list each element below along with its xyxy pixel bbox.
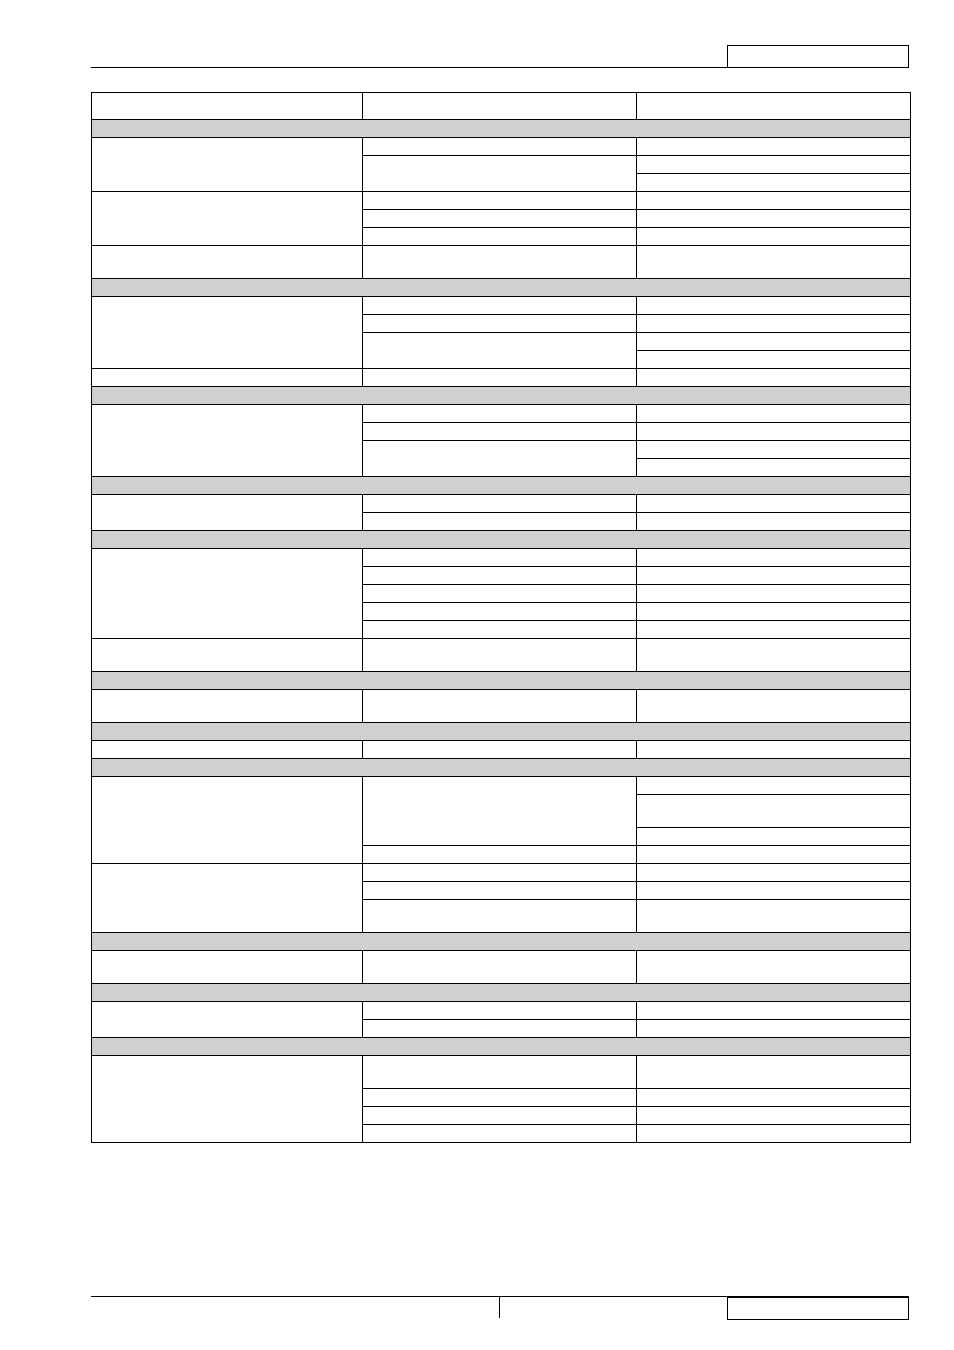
table-row — [92, 495, 911, 513]
table-cell — [637, 246, 911, 279]
table-cell — [363, 192, 637, 210]
table-cell — [92, 192, 363, 246]
table-row — [92, 741, 911, 759]
table-cell — [92, 297, 363, 369]
table-cell — [637, 603, 911, 621]
table-cell — [363, 495, 637, 513]
table-row — [92, 690, 911, 723]
table-cell — [637, 405, 911, 423]
table-cell — [92, 495, 363, 531]
table-cell — [637, 567, 911, 585]
table-cell — [637, 315, 911, 333]
table-cell — [637, 549, 911, 567]
table-cell — [92, 138, 363, 192]
table-cell — [637, 1107, 911, 1125]
table-cell — [92, 369, 363, 387]
table-cell — [363, 690, 637, 723]
table-cell — [637, 351, 911, 369]
table-cell — [363, 603, 637, 621]
table-cell — [363, 549, 637, 567]
table-row — [92, 639, 911, 672]
table-cell — [363, 882, 637, 900]
table-cell — [363, 567, 637, 585]
table-cell — [637, 951, 911, 984]
table-cell — [92, 1056, 363, 1143]
table-cell — [92, 246, 363, 279]
section-row — [92, 279, 911, 297]
table-cell — [637, 1089, 911, 1107]
table-cell — [363, 1107, 637, 1125]
table-cell — [363, 1020, 637, 1038]
table-row — [92, 405, 911, 423]
table-cell — [363, 741, 637, 759]
table-cell — [637, 639, 911, 672]
table-cell — [637, 495, 911, 513]
table-cell — [637, 828, 911, 846]
table-cell — [92, 951, 363, 984]
table-cell — [637, 621, 911, 639]
table-cell — [363, 1125, 637, 1143]
table-cell — [637, 156, 911, 174]
table-cell — [363, 1002, 637, 1020]
table-row — [92, 1056, 911, 1089]
table-cell — [92, 690, 363, 723]
table-cell — [363, 864, 637, 882]
column-header — [92, 93, 363, 120]
table-cell — [637, 741, 911, 759]
table-cell — [637, 423, 911, 441]
section-row — [92, 723, 911, 741]
section-row — [92, 477, 911, 495]
section-row — [92, 933, 911, 951]
section-row — [92, 759, 911, 777]
table-cell — [363, 369, 637, 387]
table-cell — [637, 369, 911, 387]
table-cell — [363, 1056, 637, 1089]
table-cell — [637, 846, 911, 864]
table-cell — [92, 639, 363, 672]
troubleshooting-table — [91, 92, 911, 1143]
table-cell — [637, 882, 911, 900]
table-cell — [92, 741, 363, 759]
table-row — [92, 138, 911, 156]
table-cell — [363, 315, 637, 333]
section-row — [92, 531, 911, 549]
table-cell — [363, 513, 637, 531]
table-row — [92, 246, 911, 279]
table-cell — [363, 951, 637, 984]
table-cell — [363, 423, 637, 441]
table-row — [92, 549, 911, 567]
table-cell — [637, 777, 911, 795]
table-cell — [637, 1020, 911, 1038]
table-cell — [363, 441, 637, 477]
column-header — [363, 93, 637, 120]
section-row — [92, 672, 911, 690]
footer-box — [727, 1297, 909, 1320]
table-cell — [637, 441, 911, 459]
table-row — [92, 864, 911, 882]
table-cell — [363, 297, 637, 315]
table-row — [92, 192, 911, 210]
section-row — [92, 120, 911, 138]
table-row — [92, 951, 911, 984]
table-cell — [637, 333, 911, 351]
table-cell — [92, 777, 363, 864]
table-cell — [363, 585, 637, 603]
table-cell — [637, 210, 911, 228]
section-row — [92, 984, 911, 1002]
table-cell — [92, 1002, 363, 1038]
table-cell — [363, 621, 637, 639]
table-cell — [363, 228, 637, 246]
table-cell — [637, 297, 911, 315]
table-row — [92, 297, 911, 315]
table-cell — [637, 228, 911, 246]
table-cell — [363, 246, 637, 279]
table-cell — [637, 864, 911, 882]
table-cell — [363, 156, 637, 192]
column-header — [637, 93, 911, 120]
table-cell — [92, 549, 363, 639]
table-cell — [363, 846, 637, 864]
table-cell — [363, 1089, 637, 1107]
table-cell — [363, 210, 637, 228]
header-box — [727, 45, 909, 68]
table-row — [92, 777, 911, 795]
table-cell — [637, 1002, 911, 1020]
table-cell — [637, 459, 911, 477]
table-cell — [637, 174, 911, 192]
table-header-row — [92, 93, 911, 120]
table-cell — [637, 1056, 911, 1089]
section-row — [92, 387, 911, 405]
table-cell — [92, 405, 363, 477]
table-cell — [363, 138, 637, 156]
table-cell — [637, 690, 911, 723]
table-cell — [637, 795, 911, 828]
table-cell — [637, 900, 911, 933]
table-row — [92, 369, 911, 387]
section-row — [92, 1038, 911, 1056]
table-cell — [637, 192, 911, 210]
table-cell — [637, 138, 911, 156]
table-cell — [637, 1125, 911, 1143]
table-cell — [637, 585, 911, 603]
table-cell — [363, 405, 637, 423]
table-cell — [363, 639, 637, 672]
table-cell — [637, 513, 911, 531]
footer-divider — [499, 1297, 500, 1318]
table-cell — [363, 900, 637, 933]
table-row — [92, 1002, 911, 1020]
table-cell — [363, 777, 637, 846]
table-cell — [92, 864, 363, 933]
table-cell — [363, 333, 637, 369]
